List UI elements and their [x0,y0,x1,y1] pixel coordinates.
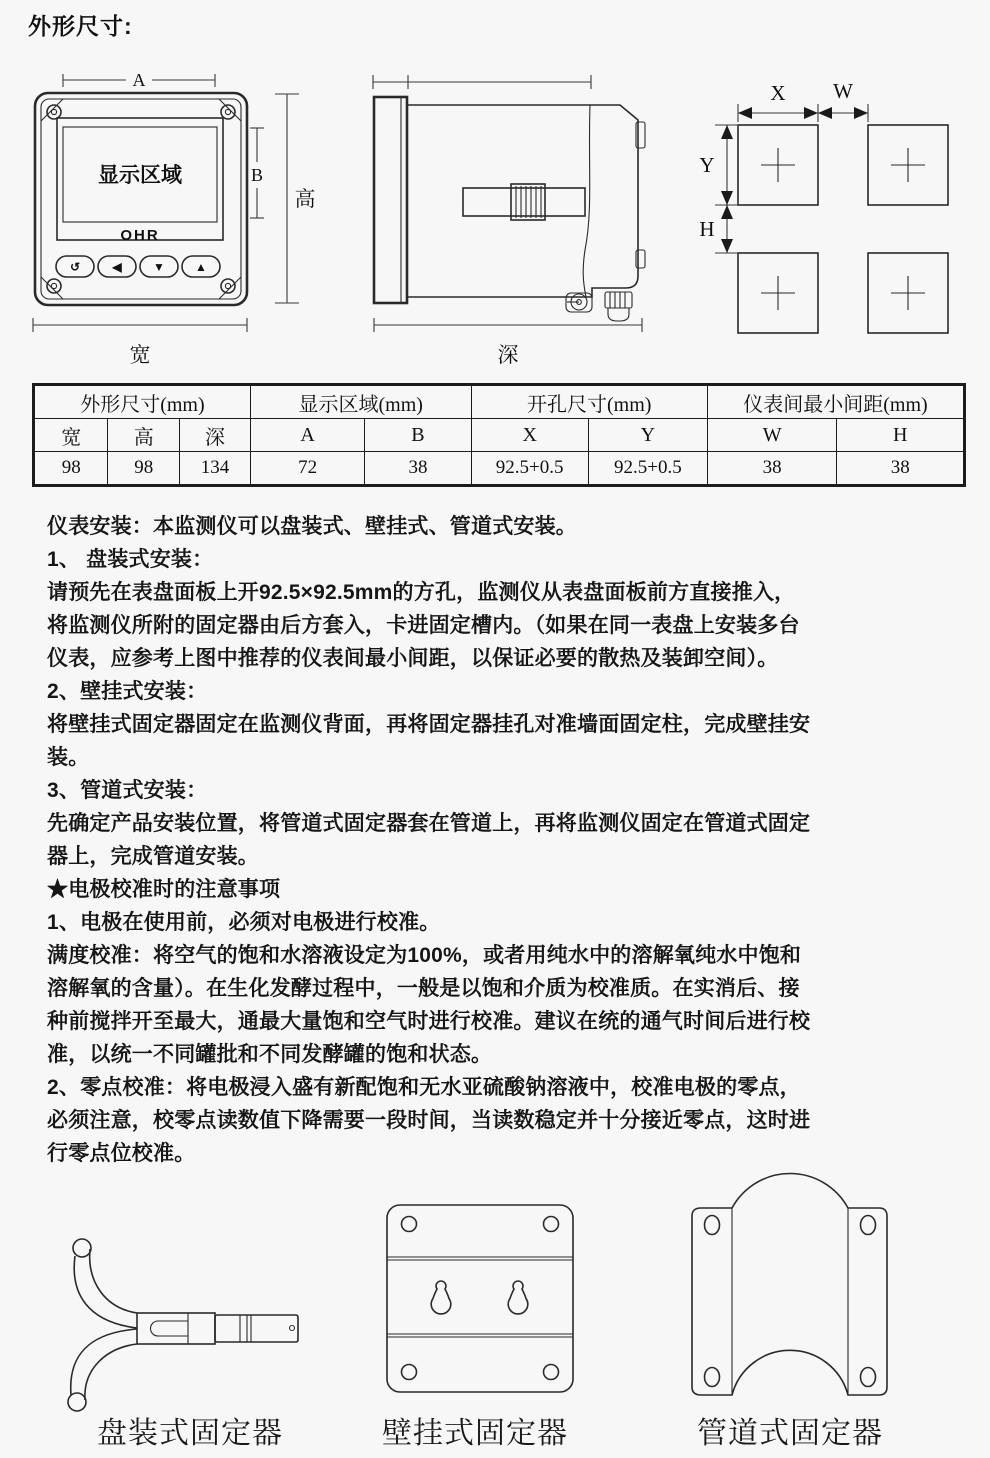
brand-logo: OHR [120,227,160,244]
installation-text [47,510,959,1170]
pipe-fixture-drawing [685,1168,900,1400]
width-label: 宽 [129,343,151,367]
table-cell: 72 [250,452,365,486]
col-header: X [471,419,588,452]
table-header-row [34,419,965,452]
text-line: 器上，完成管道安装。 [47,845,259,868]
dim-width [33,318,247,367]
text-line: 将壁挂式固定器固定在监测仪背面，再将固定器挂孔对准墙面固定柱，完成壁挂安 [47,713,811,736]
dim-a [63,70,215,90]
dim-w [818,79,868,122]
col-header: 宽 [34,419,108,452]
table-cell: 98 [34,452,108,486]
group-cutout: 开孔尺寸(mm) [471,385,707,419]
dim-b [250,128,264,218]
cutout-squares [738,125,948,333]
panel-fixture-drawing [50,1232,340,1417]
group-spacing: 仪表间最小间距(mm) [707,385,964,419]
left-icon: ◀ [112,260,122,274]
dim-b-label: B [250,165,264,185]
down-icon: ▼ [153,260,165,274]
text-line: 种前搅拌开至最大，通最大量饱和空气时进行校准。建议在统的通气时间后进行校 [47,1010,811,1033]
depth-label: 深 [497,343,519,367]
text-line: 2、壁挂式安装： [47,680,208,703]
col-header: 高 [108,419,180,452]
dim-w-label: W [833,79,853,103]
text-line: 请预先在表盘面板上开92.5×92.5mm的方孔，监测仪从表盘面板前方直接推入， [47,581,796,604]
return-icon: ↺ [69,260,81,274]
text-line: 2、零点校准：将电极浸入盛有新配饱和无水亚硫酸钠溶液中，校准电极的零点， [47,1076,801,1099]
table-cell: 92.5+0.5 [471,452,588,486]
table-cell: 98 [108,452,180,486]
dim-y [699,125,739,205]
text-line: 3、管道式安装： [47,779,208,802]
height-label: 高 [294,187,315,211]
text-line: 将监测仪所附的固定器由后方套入，卡进固定槽内。（如果在同一表盘上安装多台 [47,614,800,637]
dim-height [275,94,315,303]
text-line: 准，以统一不同罐批和不同发酵罐的饱和状态。 [47,1043,493,1066]
front-bezel [374,97,407,303]
side-view-drawing [360,70,650,370]
table-cell: 38 [837,452,965,486]
cutout-drawing [690,78,975,353]
col-header: H [837,419,965,452]
button-row [56,256,220,277]
group-outline: 外形尺寸(mm) [34,385,251,419]
table-cell: 92.5+0.5 [588,452,707,486]
keyhole-slot [508,1281,528,1314]
cable-gland [605,292,632,321]
table-cell: 134 [180,452,251,486]
dim-y-label: Y [699,153,715,177]
col-header: W [707,419,836,452]
front-view-drawing [25,70,315,370]
col-header: 深 [180,419,251,452]
up-icon: ▲ [195,260,207,274]
col-header: Y [588,419,707,452]
dim-h-label: H [699,217,715,241]
table-value-row [34,452,965,486]
col-header: B [365,419,471,452]
text-line: 仪表，应参考上图中推荐的仪表间最小间距，以保证必要的散热及装卸空间）。 [47,647,779,670]
keyhole-slot [431,1281,451,1314]
dim-depth [374,318,642,367]
group-display: 显示区域(mm) [250,385,471,419]
wall-fixture-caption: 壁挂式固定器 [382,1417,568,1450]
text-line: 行零点位校准。 [47,1142,196,1165]
table-cell: 38 [365,452,471,486]
text-line: 满度校准：将空气的饱和水溶液设定为100%，或者用纯水中的溶解氧纯水中饱和 [47,944,802,967]
panel-fixture-caption: 盘装式固定器 [97,1417,283,1450]
dim-h [699,205,739,253]
text-line: 1、电极在使用前，必须对电极进行校准。 [47,911,441,934]
display-area-label: 显示区域 [98,163,182,187]
table-cell: 38 [707,452,836,486]
text-line: 装。 [47,746,90,769]
ground-screw [566,293,592,312]
text-line: 1、 盘装式安装： [47,548,214,571]
text-line: 仪表安装：本监测仪可以盘装式、壁挂式、管道式安装。 [47,515,577,538]
wall-fixture-drawing [380,1198,640,1398]
dim-x [738,81,818,122]
table-group-row [34,385,965,419]
page-title: 外形尺寸: [28,13,133,39]
text-line: 必须注意，校零点读数值下降需要一段时间，当读数稳定并十分接近零点，这时进 [47,1109,811,1132]
pipe-fixture-caption: 管道式固定器 [697,1417,883,1450]
text-line: 溶解氧的含量）。在生化发酵过程中，一般是以饱和介质为校准质。在实消后、接 [47,977,800,1000]
dim-depth-top [373,75,591,89]
col-header: A [250,419,365,452]
panel-latch [463,184,585,220]
dim-a-label: A [132,70,146,90]
text-line: 先确定产品安装位置，将管道式固定器套在管道上，再将监测仪固定在管道式固定 [47,812,811,835]
dimensions-table [32,383,966,487]
dim-x-label: X [770,81,786,105]
text-line: ★电极校准时的注意事项 [47,878,281,901]
